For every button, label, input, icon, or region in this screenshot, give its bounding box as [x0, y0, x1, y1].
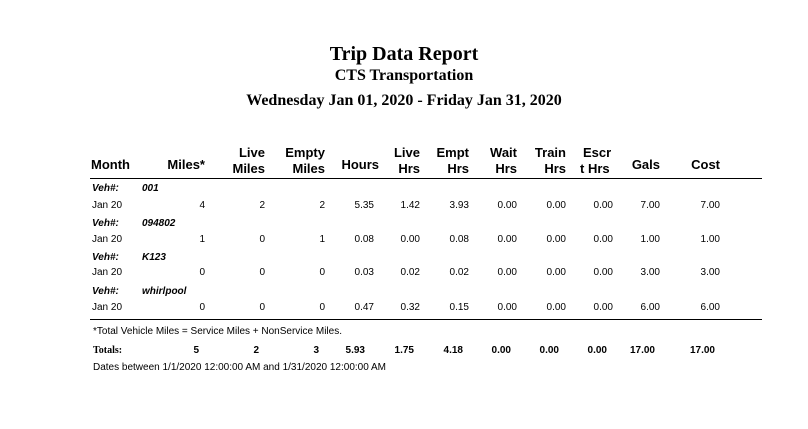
- veh-id: K123: [142, 252, 166, 263]
- cell-miles: 1: [199, 234, 205, 245]
- cell-cost: 3.00: [700, 267, 720, 278]
- cell-live-miles: 0: [259, 234, 265, 245]
- cell-live-hrs: 0.32: [400, 302, 420, 313]
- col-empty-miles-2: Miles: [292, 161, 325, 176]
- totals-live-hrs: 1.75: [394, 345, 414, 356]
- cell-empty-miles: 0: [319, 302, 325, 313]
- cell-empt-hrs: 0.02: [449, 267, 469, 278]
- totals-escr-hrs: 0.00: [587, 345, 607, 356]
- veh-label: Veh#:: [92, 252, 119, 263]
- cell-miles: 0: [199, 267, 205, 278]
- company-name: CTS Transportation: [334, 67, 474, 84]
- totals-gals: 17.00: [629, 345, 655, 356]
- cell-gals: 7.00: [640, 200, 660, 211]
- dates-note: Dates between 1/1/2020 12:00:00 AM and 1/31/2020 12:00:00 AM: [93, 362, 387, 373]
- cell-gals: 6.00: [640, 302, 660, 313]
- veh-label: Veh#:: [92, 183, 119, 194]
- totals-cost: 17.00: [689, 345, 715, 356]
- col-live-hrs-1: Live: [393, 145, 420, 160]
- cell-month: Jan 20: [92, 234, 123, 245]
- col-train-hrs-1: Train: [534, 145, 566, 160]
- totals-empt-hrs: 4.18: [443, 345, 463, 356]
- cell-cost: 1.00: [700, 234, 720, 245]
- col-hours: Hours: [341, 157, 379, 172]
- cell-live-miles: 0: [259, 267, 265, 278]
- veh-label: Veh#:: [92, 218, 119, 229]
- cell-live-hrs: 1.42: [400, 200, 420, 211]
- report-date-range: Wednesday Jan 01, 2020 - Friday Jan 31, 2020: [246, 92, 562, 109]
- cell-live-hrs: 0.02: [400, 267, 420, 278]
- veh-id: 001: [142, 183, 159, 194]
- veh-id: whirlpool: [142, 286, 187, 297]
- totals-wait-hrs: 0.00: [491, 345, 511, 356]
- header-rule: [90, 178, 762, 179]
- totals-live-miles: 2: [253, 345, 259, 356]
- cell-hours: 0.08: [354, 234, 374, 245]
- cell-empt-hrs: 0.15: [449, 302, 469, 313]
- totals-label: Totals:: [93, 345, 123, 356]
- totals-hours: 5.93: [345, 345, 365, 356]
- cell-train-hrs: 0.00: [546, 234, 566, 245]
- cell-train-hrs: 0.00: [546, 200, 566, 211]
- cell-month: Jan 20: [92, 267, 123, 278]
- cell-live-hrs: 0.00: [400, 234, 420, 245]
- col-escr-hrs-2: t Hrs: [580, 161, 610, 176]
- col-miles: Miles*: [167, 157, 205, 172]
- veh-label: Veh#:: [92, 286, 119, 297]
- cell-escr-hrs: 0.00: [593, 267, 613, 278]
- totals-empty-miles: 3: [313, 345, 319, 356]
- cell-escr-hrs: 0.00: [593, 302, 613, 313]
- col-gals: Gals: [631, 157, 660, 172]
- cell-escr-hrs: 0.00: [593, 200, 613, 211]
- cell-empty-miles: 1: [319, 234, 325, 245]
- col-month: Month: [91, 157, 130, 172]
- totals-rule: [90, 319, 762, 320]
- totals-train-hrs: 0.00: [539, 345, 559, 356]
- cell-miles: 0: [199, 302, 205, 313]
- veh-id: 094802: [142, 218, 176, 229]
- cell-wait-hrs: 0.00: [497, 267, 517, 278]
- cell-train-hrs: 0.00: [546, 267, 566, 278]
- cell-hours: 0.03: [354, 267, 374, 278]
- cell-live-miles: 2: [259, 200, 265, 211]
- cell-miles: 4: [199, 200, 205, 211]
- cell-gals: 1.00: [640, 234, 660, 245]
- cell-live-miles: 0: [259, 302, 265, 313]
- col-cost: Cost: [691, 157, 720, 172]
- cell-escr-hrs: 0.00: [593, 234, 613, 245]
- cell-hours: 0.47: [354, 302, 374, 313]
- cell-wait-hrs: 0.00: [497, 234, 517, 245]
- cell-gals: 3.00: [640, 267, 660, 278]
- cell-train-hrs: 0.00: [546, 302, 566, 313]
- cell-month: Jan 20: [92, 302, 123, 313]
- col-live-miles-1: Live: [238, 145, 265, 160]
- col-wait-hrs-2: Hrs: [495, 161, 517, 176]
- cell-empt-hrs: 3.93: [449, 200, 469, 211]
- cell-empty-miles: 2: [319, 200, 325, 211]
- col-live-hrs-2: Hrs: [398, 161, 420, 176]
- col-escr-hrs-1: Escr: [583, 145, 612, 160]
- report-title: Trip Data Report: [329, 43, 479, 65]
- cell-month: Jan 20: [92, 200, 123, 211]
- cell-wait-hrs: 0.00: [497, 302, 517, 313]
- cell-empt-hrs: 0.08: [449, 234, 469, 245]
- col-empt-hrs-1: Empt: [436, 145, 469, 160]
- cell-empty-miles: 0: [319, 267, 325, 278]
- col-live-miles-2: Miles: [232, 161, 265, 176]
- col-wait-hrs-1: Wait: [490, 145, 517, 160]
- col-train-hrs-2: Hrs: [544, 161, 566, 176]
- totals-miles: 5: [193, 345, 199, 356]
- cell-wait-hrs: 0.00: [497, 200, 517, 211]
- col-empt-hrs-2: Hrs: [447, 161, 469, 176]
- cell-hours: 5.35: [354, 200, 374, 211]
- col-empty-miles-1: Empty: [285, 145, 325, 160]
- cell-cost: 6.00: [700, 302, 720, 313]
- footnote: *Total Vehicle Miles = Service Miles + NonService Miles.: [93, 326, 342, 337]
- cell-cost: 7.00: [700, 200, 720, 211]
